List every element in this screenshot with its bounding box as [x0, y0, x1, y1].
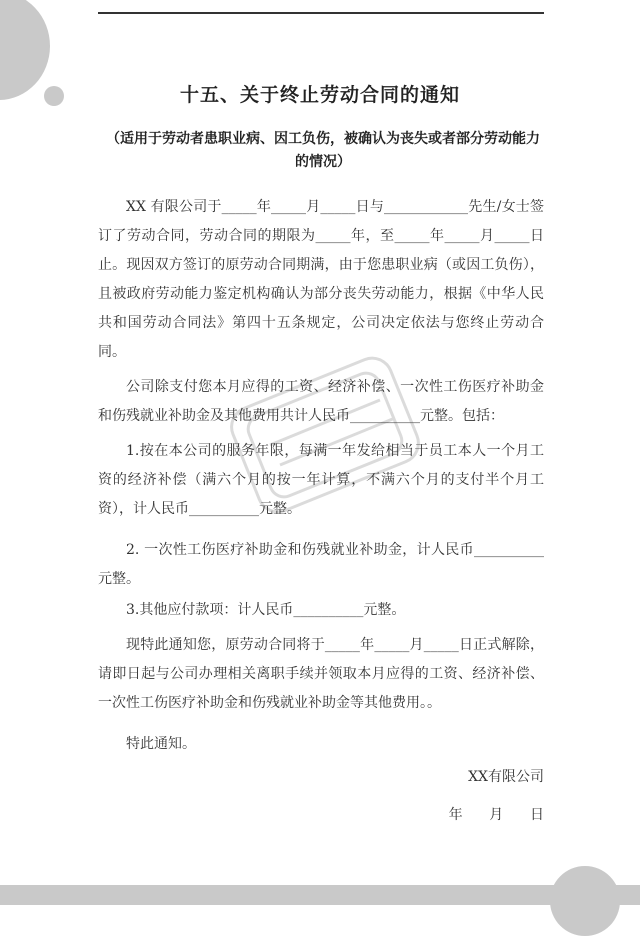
paragraph-item-1 [98, 437, 544, 524]
header-rule [98, 12, 544, 14]
paragraph-item-2 [98, 536, 544, 594]
paragraph-text: 现特此通知您，原劳动合同将于_____年_____月_____日正式解除，请即日起与公司办理相关离职手续并领取本月应得的工资、经济补偿、一次性工伤医疗补助金和伤残就业补助金等其他费用。。 [98, 637, 544, 711]
paragraph-text: 1.按在本公司的服务年限，每满一年发给相当于员工本人一个月工资的经济补偿（满六个月的按一年计算，不满六个月的支付半个月工资），计人民币__________元整。 [98, 443, 544, 517]
decor-bottom-band [0, 885, 640, 905]
paragraph-text: 特此通知。 [126, 736, 196, 752]
paragraph-text: 公司除支付您本月应得的工资、经济补偿、一次性工伤医疗补助金和伤残就业补助金及其他费用共计人民币__________元整。包括： [98, 379, 544, 424]
paragraph-text: XX 有限公司于_____年_____月_____日与____________先生/女士签订了劳动合同，劳动合同的期限为_____年，至_____年_____月_____日止。现因双方签订的原劳动合同期满，由于您患职业病（或因工负伤），且被政府劳动能力鉴定机构确认为部分丧失劳动能力，根据《中华人民共和国劳动合同法》第四十五条规定，公司决定依法与您终止劳动合同。 [98, 199, 544, 360]
signature-date: 年 月 日 [448, 807, 544, 823]
paragraph-termination-notice [98, 631, 544, 718]
signature-company: XX有限公司 [468, 769, 544, 785]
paragraph-closing [98, 730, 544, 759]
paragraph-text: 3.其他应付款项：计人民币__________元整。 [126, 602, 406, 618]
paragraph-text: 2. 一次性工伤医疗补助金和伤残就业补助金，计人民币__________元整。 [98, 542, 544, 587]
paragraph-item-3 [98, 596, 544, 625]
document-title: 十五、关于终止劳动合同的通知 [179, 84, 460, 106]
document-subtitle: （适用于劳动者患职业病、因工负伤，被确认为丧失或者部分劳动能力的情况） [106, 131, 540, 170]
paragraph-contract-info [98, 193, 544, 367]
paragraph-payment-total [98, 373, 544, 431]
